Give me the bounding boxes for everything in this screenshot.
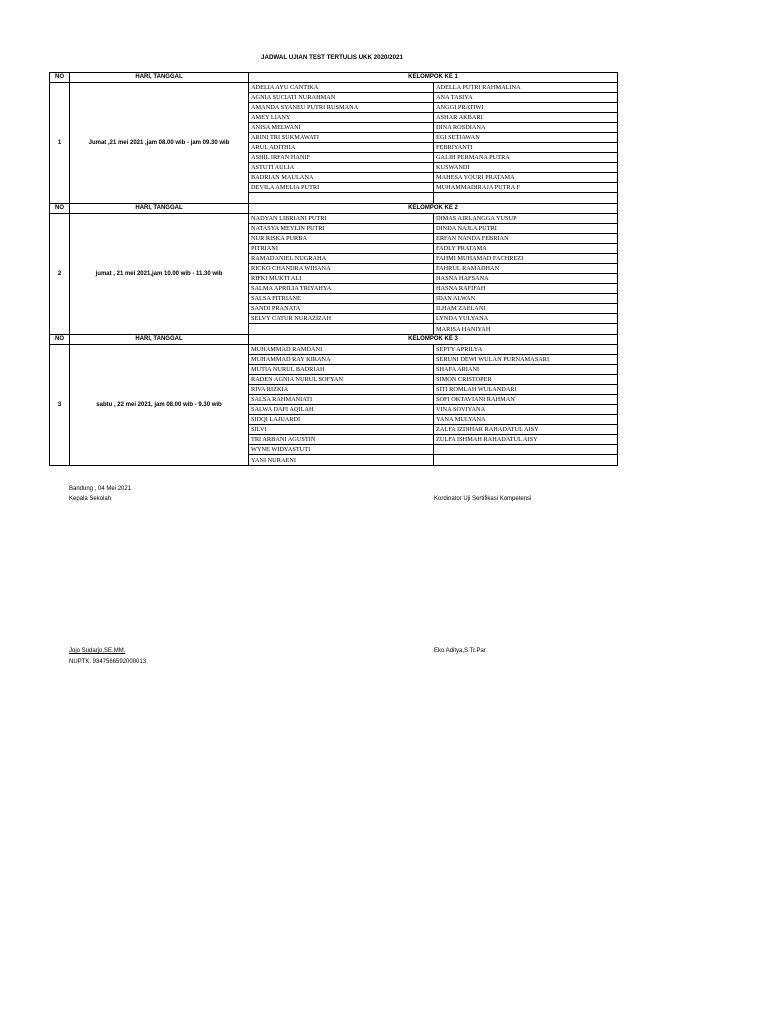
- student-name: NATASYA MEYLIN PUTRI: [249, 224, 434, 234]
- student-name: RICKO CHANDRA WIHANA: [249, 264, 434, 274]
- student-name: YANI NURAENI: [249, 455, 434, 466]
- principal-role: Kepala Sekolah: [69, 496, 112, 502]
- group-header-row: [50, 335, 618, 345]
- student-name: NADYAN LIBRIANI PUTRI: [249, 214, 434, 224]
- student-name: SANDI PRANATA: [249, 304, 434, 314]
- student-name: RAMADANIEL NUGRAHA: [249, 254, 434, 264]
- student-name: ANGGI PRATIWI: [434, 103, 618, 113]
- student-name: [434, 455, 618, 466]
- student-name: FADLY PRATAMA: [434, 244, 618, 254]
- student-name: MAHESA YOURI PRATAMA: [434, 173, 618, 183]
- group-header-row: [50, 204, 618, 214]
- student-name: ASHIL IRFAN HANIF: [249, 153, 434, 163]
- student-name: AMEY LIANY: [249, 113, 434, 123]
- student-name: LYNDA YULYANA: [434, 314, 618, 324]
- coordinator-name: Eko Aditya,S.Tr.Par: [434, 648, 486, 654]
- table-row: [50, 214, 618, 224]
- student-name: MUHAMMAD RAMDANI: [249, 345, 434, 355]
- principal-name: Jojo Sudarjo,SE.MM.: [69, 648, 126, 654]
- student-name: MUHAMMADIRAJA PUTRA F: [434, 183, 618, 193]
- student-name: DINDA NAJLA PUTRI: [434, 224, 618, 234]
- student-name: DEVILA AMELIA PUTRI: [249, 183, 434, 193]
- student-name: AGNIA SUCIATI NURAHMAN: [249, 93, 434, 103]
- day-header: HARI, TANGGAL: [70, 204, 249, 214]
- no-header: NO: [50, 335, 70, 345]
- group-number: 1: [50, 83, 70, 204]
- student-name: SIMON CRISTOPER: [434, 375, 618, 385]
- student-name: MUTIA NURUL BADRIAH: [249, 365, 434, 375]
- student-name: SALSA FITRIANE: [249, 294, 434, 304]
- student-name: ARINI TRI SUKMAWATI: [249, 133, 434, 143]
- exam-day-time: jumat , 21 mei 2021,jam 10.00 wib - 11.30 wib: [70, 214, 249, 335]
- student-name: [249, 324, 434, 335]
- student-name: RIFKI MUKTI ALI: [249, 274, 434, 284]
- student-name: ZALFA IZDIHAR RAHADATUL AISY: [434, 425, 618, 435]
- student-name: HASNA HAFSANA: [434, 274, 618, 284]
- student-name: ANISA MELWANI: [249, 123, 434, 133]
- group-label: KELOMPOK KE 1: [249, 73, 618, 83]
- student-name: SALMA APRILIA TRIYAHYA: [249, 284, 434, 294]
- student-name: [434, 193, 618, 204]
- student-name: SERUNI DEWI WULAN PURNAMASARI: [434, 355, 618, 365]
- student-name: ILHAM ZAELANI: [434, 304, 618, 314]
- student-name: MUHAMMAD RAY KIRANA: [249, 355, 434, 365]
- student-name: ASTUTI AULIA: [249, 163, 434, 173]
- day-header: HARI, TANGGAL: [70, 73, 249, 83]
- student-name: SIDQI LAJUARDI: [249, 415, 434, 425]
- student-name: RADEN AGNIA NURUL SOFYAN: [249, 375, 434, 385]
- student-name: BADRIAN MAULANA: [249, 173, 434, 183]
- student-name: SILVI: [249, 425, 434, 435]
- table-row: [50, 345, 618, 355]
- student-name: YANA MULYANA: [434, 415, 618, 425]
- student-name: WYNE WIDYASTUTI: [249, 445, 434, 455]
- student-name: VINA SOVIYANA: [434, 405, 618, 415]
- student-name: ADELIA AYU CANTIKA: [249, 83, 434, 93]
- student-name: MARISA HANIYAH: [434, 324, 618, 335]
- exam-schedule-table: [49, 72, 618, 466]
- principal-nuptk: NUPTK. 9347566592000013: [69, 659, 147, 665]
- group-number: 2: [50, 214, 70, 335]
- student-name: EGI SETIAWAN: [434, 133, 618, 143]
- group-label: KELOMPOK KE 3: [249, 335, 618, 345]
- student-name: TRI ARBANI AGUSTIN: [249, 435, 434, 445]
- student-name: ANA TASIYA: [434, 93, 618, 103]
- student-name: SOFI OKTAVIANI RAHMAN: [434, 395, 618, 405]
- student-name: SELVY CATUR NURAZIZAH: [249, 314, 434, 324]
- student-name: IDAN ALWAN: [434, 294, 618, 304]
- student-name: FEBRIYANTI: [434, 143, 618, 153]
- no-header: NO: [50, 73, 70, 83]
- page-title: JADWAL UJIAN TEST TERTULIS UKK 2020/2021: [261, 54, 403, 61]
- student-name: DINA ROSDIANA: [434, 123, 618, 133]
- student-name: NUR RISKA PURBA: [249, 234, 434, 244]
- student-name: ARUL ADITHIA: [249, 143, 434, 153]
- student-name: AMANDA SYANEU PUTRI RUSMANA: [249, 103, 434, 113]
- place-date: Bandung , 04 Mei 2021: [69, 486, 132, 492]
- exam-day-time: sabtu , 22 mei 2021, jam 08.00 wib - 9.30 wib: [70, 345, 249, 466]
- student-name: ERFAN NANDA FEBRIAN: [434, 234, 618, 244]
- student-name: PITRIANI: [249, 244, 434, 254]
- coordinator-role: Kordinator Uji Sertifikasi Kompetensi: [434, 496, 532, 502]
- day-header: HARI, TANGGAL: [70, 335, 249, 345]
- student-name: GALIH PERMANA PUTRA: [434, 153, 618, 163]
- student-name: DIMAS AIRLANGGA YUSUP: [434, 214, 618, 224]
- student-name: SALWA DAFI AQILAH: [249, 405, 434, 415]
- student-name: ASHAR AKBARI: [434, 113, 618, 123]
- student-name: SHAFA ARIANI: [434, 365, 618, 375]
- student-name: FAHRUL RAMADHAN: [434, 264, 618, 274]
- student-name: ZULFA ISHMAH RAHADATUL AISY: [434, 435, 618, 445]
- student-name: SEPTY APRILYA: [434, 345, 618, 355]
- exam-day-time: Jumat ,21 mei 2021 ,jam 08.00 wib - jam 09.30 wib: [70, 83, 249, 204]
- student-name: SITI ROMLAH WULANDARI: [434, 385, 618, 395]
- no-header: NO: [50, 204, 70, 214]
- student-name: ADELLA PUTRI RAHMALINA: [434, 83, 618, 93]
- student-name: KUSWANDI: [434, 163, 618, 173]
- student-name: SALSA RAHMANIATI: [249, 395, 434, 405]
- table-row: [50, 83, 618, 93]
- student-name: HASNA RAFIFAH: [434, 284, 618, 294]
- group-number: 3: [50, 345, 70, 466]
- student-name: RIVA RIZKIA: [249, 385, 434, 395]
- group-header-row: [50, 73, 618, 83]
- student-name: [249, 193, 434, 204]
- student-name: FAHMI MUHAMAD FACHREZI: [434, 254, 618, 264]
- group-label: KELOMPOK KE 2: [249, 204, 618, 214]
- student-name: [434, 445, 618, 455]
